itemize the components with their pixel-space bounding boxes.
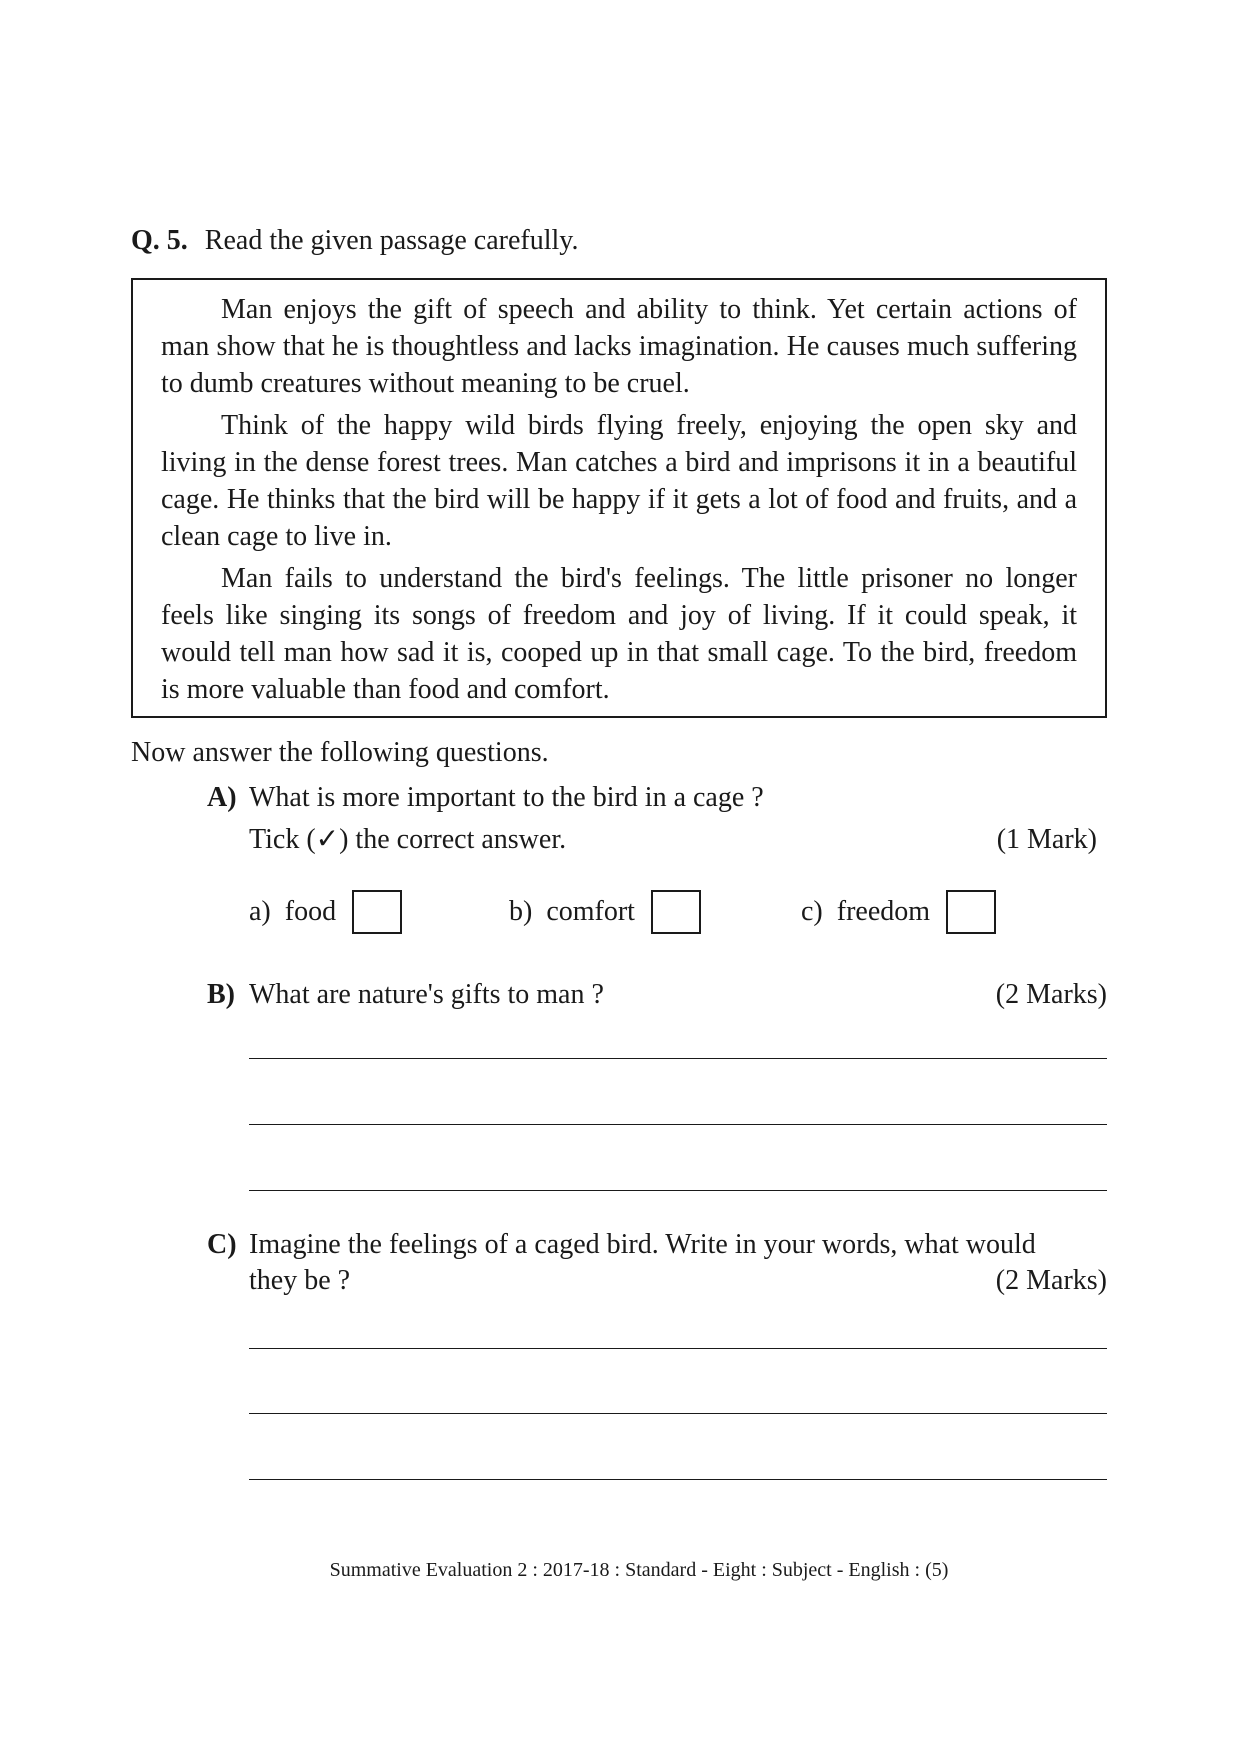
option-freedom-label: c) freedom [801,896,931,927]
answer-instruction: Now answer the following questions. [131,737,549,768]
sub-question-c-letter: C) [207,1229,237,1260]
passage-paragraph-2: Think of the happy wild birds flying freely, enjoying the open sky and living in the dense forest trees. Man catches a bird and imprisons it in a beautiful cage. He thinks that the bird will be happy if it gets a lot of food and fruits, and a clean cage to live in. [161,410,1077,552]
sub-question-c-marks: (2 Marks) [995,1265,1107,1296]
option-comfort-label: b) comfort [509,896,635,927]
option-food [249,890,402,934]
answer-line-b-2[interactable] [249,1124,1107,1125]
passage-box [131,278,1107,718]
answer-line-b-1[interactable] [249,1058,1107,1059]
passage-paragraph-1: Man enjoys the gift of speech and ability to think. Yet certain actions of man show that he is thoughtless and lacks imagination. He causes much suffering to dumb creatures without meaning to be cruel. [161,294,1077,399]
sub-question-b [207,976,1107,1016]
option-food-checkbox[interactable] [352,890,402,934]
answer-line-b-3[interactable] [249,1190,1107,1191]
sub-question-a [207,779,1107,869]
question-instruction: Read the given passage carefully. [204,225,579,256]
sub-question-b-marks: (2 Marks) [995,979,1107,1010]
sub-question-a-text: What is more important to the bird in a cage ? [249,782,764,813]
sub-question-b-letter: B) [207,979,235,1010]
question-heading [131,221,578,261]
sub-question-c [207,1226,1107,1306]
answer-line-c-1[interactable] [249,1348,1107,1349]
sub-question-a-letter: A) [207,782,237,813]
sub-question-b-text: What are nature's gifts to man ? [249,979,604,1010]
page-footer: Summative Evaluation 2 : 2017-18 : Standard - Eight : Subject - English : (5) [329,1559,949,1581]
option-comfort-checkbox[interactable] [651,890,701,934]
sub-question-a-instruction: Tick (✓) the correct answer. [249,824,567,855]
option-freedom [801,890,996,934]
sub-question-c-text-line2: they be ? [249,1265,351,1296]
sub-question-a-marks: (1 Mark) [996,824,1097,855]
question-number: Q. 5. [131,225,188,256]
option-food-label: a) food [249,896,337,927]
sub-question-c-text-line1: Imagine the feelings of a caged bird. Write in your words, what would [249,1229,1036,1260]
passage-paragraph-3: Man fails to understand the bird's feelings. The little prisoner no longer feels like singing its songs of freedom and joy of living. If it could speak, it would tell man how sad it is, cooped up in that small cage. To the bird, freedom is more valuable than food and comfort. [161,563,1077,705]
answer-line-c-3[interactable] [249,1479,1107,1480]
option-comfort [509,890,701,934]
answer-line-c-2[interactable] [249,1413,1107,1414]
option-freedom-checkbox[interactable] [946,890,996,934]
